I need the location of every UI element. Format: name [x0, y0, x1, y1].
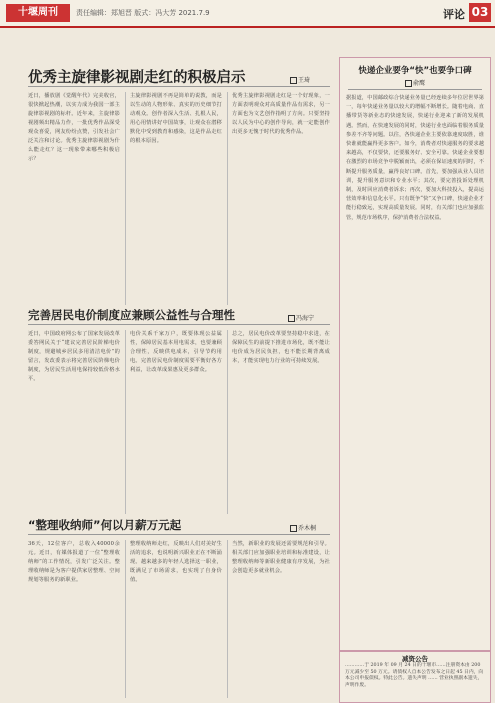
- page-number: 03: [469, 3, 491, 22]
- article3-byline: 乔木桐: [290, 523, 316, 532]
- column-divider: [227, 540, 228, 698]
- byline-box-icon: [290, 525, 297, 532]
- article3-col3: 当然，新职业的发展还需要规范和引导。相关部门应加强职业培训和标准建设，让整理收纳师等新职业健康有序发展，为社会创造更多就业机会。: [232, 541, 330, 574]
- article2-byline: 冯海宁: [288, 313, 314, 322]
- article3-rule: [28, 534, 330, 535]
- sidebar-byline: 俞鹰: [340, 78, 490, 87]
- article3-col1: 36天，12位客户，总收入40000余元。近日，有媒体报道了一位“整理收纳师”的工作情况，引发广泛关注。整理收纳师是为客户提供家居整理、空间规划等服务的新职业。: [28, 541, 120, 583]
- sidebar-body: 据报道，中国邮政综合快递业务量已经连续多年位居世界第一，每年快递业务量以较大的增幅不断增长。随着电商、直播带货等新业态的快速发展，快递行业迎来了新的发展机遇。然而，在快速发展的同时，快递行业也面临着服务质量参差不齐等问题。以往，各快递企业主要依靠速度取胜，谁快谁就能赢得更多客户。如今，消费者对快递服务的要求越来越高，不仅要快，还要服务好、安全可靠。快递企业要想在激烈的市场竞争中脱颖而出，必须在保证速度的同时，不断提升服务质量，赢得良好口碑。首先，要加强从业人员培训，提升服务意识和专业水平；其次，要完善投诉处理机制，及时回应消费者诉求；再次，要加大科技投入，提高运营效率和信息化水平。只有既争“快”又争口碑，快递企业才能行稳致远，实现高质量发展。同时，有关部门也应加强监管，规范市场秩序，保护消费者合法权益。: [346, 95, 484, 221]
- article1-byline: 王琦: [290, 75, 310, 84]
- byline-box-icon: [288, 315, 295, 322]
- section-name: 评论: [443, 8, 465, 21]
- column-divider: [125, 330, 126, 514]
- byline-box-icon: [290, 77, 297, 84]
- notice-text: …………于 2019 年 09 月 24 日的十堰市……注册资本由 200 万元减少至 50 万元。请债权人自本公告发布之日起 45 日内，向本公司申报债权。特此公告。遗失声明 …… 营业执照副本遗失，声明作废。: [345, 663, 484, 688]
- column-divider: [227, 330, 228, 514]
- article1-col1: 近日，播放剧《觉醒年代》完美收官，很快掀起热潮，以实力成为我国一部主旋律影视剧的标杆。近年来，主旋律影视剧频出精品力作，一批优秀作品深受观众喜爱，网友纷纷点赞，引发社会广泛关注和讨论。优秀主旋律影视剧为什么能走红？这一现象带来哪些积极启示？: [28, 93, 120, 162]
- article1-title: 优秀主旋律影视剧走红的积极启示: [28, 70, 246, 86]
- column-divider: [125, 540, 126, 698]
- article2-col1: 近日，中国政府网公布了国家发展改革委答网民关于“建议完善居民阶梯电价制度，规避城乡居民多用清洁电价”的留言，发改委表示将完善居民阶梯电价制度，为居民生活用电保持较低价格水平。: [28, 331, 120, 382]
- article1-col3: 优秀主旋律影视剧走红是一个好现象，一方面表明观众对高质量作品有需求，另一方面也为文艺创作指明了方向。只要坚持以人民为中心的创作导向，就一定能创作出更多无愧于时代的优秀作品。: [232, 93, 330, 135]
- article2-col2: 电价关系千家万户，既要体现公益属性，保障居民基本用电需求，也要兼顾合理性，反映供电成本，引导节约用电。完善居民电价制度需要平衡好各方利益，让改革成果惠及更多群众。: [130, 331, 222, 373]
- article1-rule: [28, 86, 330, 87]
- sidebar-title: 快递企业要争“快”也要争口碑: [358, 66, 472, 76]
- article2-rule: [28, 324, 330, 325]
- sidebar-commentary: [339, 57, 491, 651]
- byline-box-icon: [405, 80, 412, 87]
- sidebar-rule: [348, 89, 482, 90]
- newspaper-brand: 十堰周刊: [6, 4, 70, 22]
- column-divider: [227, 92, 228, 305]
- notice-heading: 减资公告: [402, 655, 428, 663]
- article2-title: 完善居民电价制度应兼顾公益性与合理性: [28, 308, 235, 322]
- article1-col2: 主旋律影视剧不再是简单的说教，而是以生动的人物形象、真实的历史细节打动观众。创作者深入生活、扎根人民，用心用情讲好中国故事，让观众在潜移默化中受到教育和感染，这是作品走红的根本原因。: [130, 93, 222, 144]
- editor-meta: 责任编辑：郑旭晋 版式：冯大芳 2021.7.9: [76, 9, 210, 17]
- article2-col3: 总之，居民电价改革要坚持稳中求进，在保障民生的前提下推进市场化，既不能让电价成为居民负担，也不能长期背离成本，才能实现电力行业的可持续发展。: [232, 331, 330, 364]
- article3-title: “整理收纳师”何以月薪万元起: [28, 518, 182, 532]
- page-header: [0, 0, 495, 28]
- column-divider: [125, 92, 126, 305]
- article3-col2: 整理收纳师走红，反映出人们对美好生活的追求，也说明新兴职业正在不断涌现。越来越多的年轻人选择这一职业，既满足了市场需求，也实现了自身价值。: [130, 541, 222, 583]
- notice-box: [339, 651, 491, 703]
